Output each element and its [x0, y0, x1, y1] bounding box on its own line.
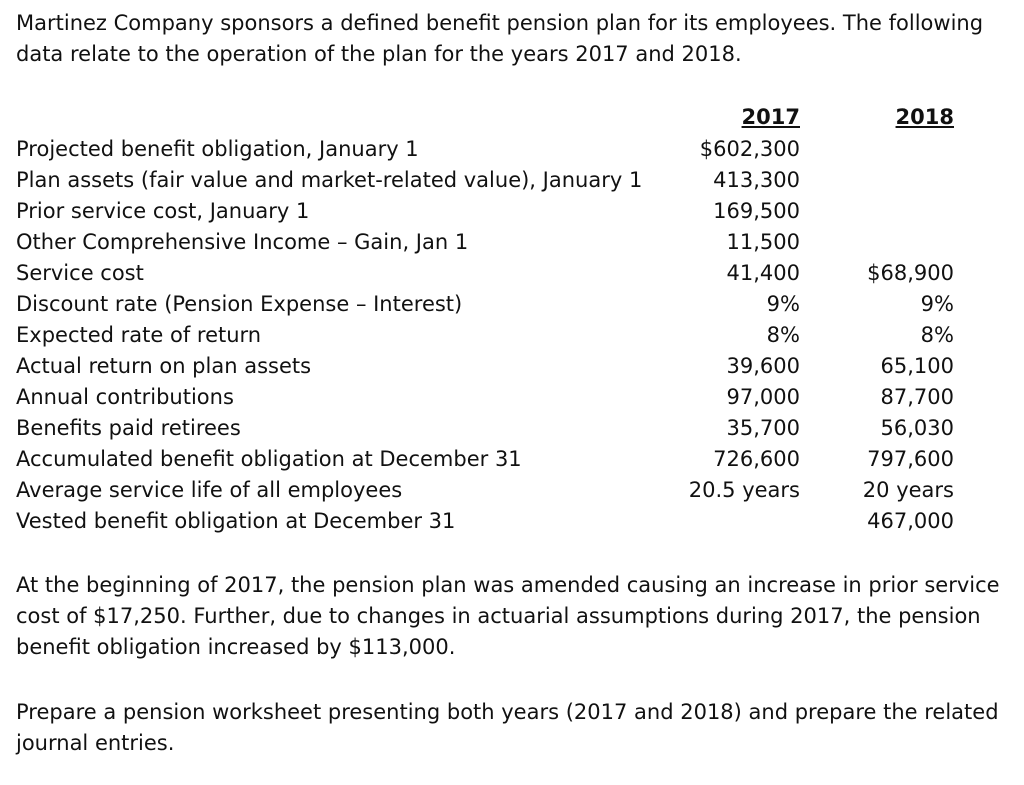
row-label: Prior service cost, January 1	[16, 199, 310, 223]
table-row	[16, 444, 970, 475]
table-row	[16, 506, 970, 537]
table-row	[16, 475, 970, 506]
value-2017: 11,500	[726, 230, 800, 254]
value-2018: 20 years	[862, 478, 954, 502]
table-row	[16, 382, 970, 413]
value-2018: 65,100	[880, 354, 954, 378]
row-label: Accumulated benefit obligation at December 31	[16, 447, 522, 471]
task-paragraph: Prepare a pension worksheet presenting both years (2017 and 2018) and prepare the related journal entries.	[16, 700, 999, 755]
value-2018: 467,000	[867, 509, 954, 533]
value-2017: 169,500	[713, 199, 800, 223]
value-2018: $68,900	[867, 261, 954, 285]
row-label: Benefits paid retirees	[16, 416, 241, 440]
row-label: Actual return on plan assets	[16, 354, 312, 378]
table-row	[16, 413, 970, 444]
value-2017: 39,600	[726, 354, 800, 378]
value-2017: 97,000	[726, 385, 800, 409]
table-row	[16, 134, 970, 165]
table-row	[16, 227, 970, 258]
table-row	[16, 351, 970, 382]
row-label: Average service life of all employees	[16, 478, 403, 502]
table-row	[16, 320, 970, 351]
row-label: Other Comprehensive Income – Gain, Jan 1	[16, 230, 469, 254]
value-2017: 413,300	[713, 168, 800, 192]
value-2018: 9%	[920, 292, 954, 316]
row-label: Projected benefit obligation, January 1	[16, 137, 419, 161]
intro-paragraph: Martinez Company sponsors a defined benefit pension plan for its employees. The following data relate to the operation of the plan for the years 2017 and 2018.	[16, 11, 984, 66]
row-label: Plan assets (fair value and market-related value), January 1	[16, 168, 643, 192]
amendment-paragraph: At the beginning of 2017, the pension plan was amended causing an increase in prior service cost of $17,250. Further, due to changes in actuarial assumptions during 2017, the pension benefit obligation increased by $113,000.	[16, 573, 1000, 659]
column-header-2018: 2018	[895, 105, 954, 129]
table-row	[16, 165, 970, 196]
value-2018: 56,030	[880, 416, 954, 440]
row-label: Expected rate of return	[16, 323, 262, 347]
value-2017: 9%	[766, 292, 800, 316]
value-2017: $602,300	[699, 137, 800, 161]
value-2018: 797,600	[867, 447, 954, 471]
row-label: Annual contributions	[16, 385, 234, 409]
row-label: Vested benefit obligation at December 31	[16, 509, 456, 533]
value-2018: 87,700	[880, 385, 954, 409]
table-row	[16, 196, 970, 227]
value-2017: 41,400	[726, 261, 800, 285]
value-2018: 8%	[920, 323, 954, 347]
table-row	[16, 258, 970, 289]
value-2017: 35,700	[726, 416, 800, 440]
value-2017: 726,600	[713, 447, 800, 471]
value-2017: 20.5 years	[688, 478, 800, 502]
table-row	[16, 289, 970, 320]
column-header-2017: 2017	[741, 105, 800, 129]
pension-data-table	[16, 134, 970, 537]
row-label: Discount rate (Pension Expense – Interest)	[16, 292, 463, 316]
row-label: Service cost	[16, 261, 144, 285]
value-2017: 8%	[766, 323, 800, 347]
